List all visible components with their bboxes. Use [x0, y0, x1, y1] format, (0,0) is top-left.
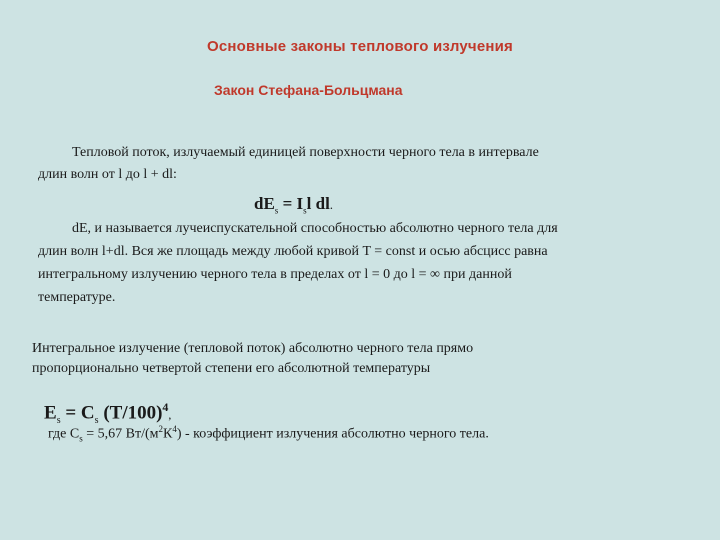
note-part3: К [163, 426, 173, 442]
paragraph-2-line-2: длин волн l+dl. Вся же площадь между любой кривой T = const и осью абсцисс равна [38, 244, 548, 259]
formula1-eq: = I [278, 194, 304, 213]
note-sup2: 4 [172, 424, 177, 434]
formula2-rhs: (T/100) [98, 402, 163, 424]
paragraph-2-line-3: интегральному излучению черного тела в пределах от l = 0 до l = ∞ при данной [38, 267, 512, 282]
formula2-sub1: s [56, 415, 61, 427]
slide-title: Основные законы теплового излучения [207, 38, 513, 55]
formula-stefan-boltzmann [44, 400, 171, 426]
coefficient-note [48, 424, 489, 443]
paragraph-1-line-2: длин волн от l до l + dl: [38, 167, 177, 182]
paragraph-2-line-4: температуре. [38, 290, 116, 305]
paragraph-1-line-1: Тепловой поток, излучаемый единицей поверхности черного тела в интервале [72, 145, 539, 160]
formula2-lhs: E [44, 402, 57, 424]
paragraph-3-line-1: Интегральное излучение (тепловой поток) абсолютно черного тела прямо [32, 341, 474, 356]
slide-subtitle: Закон Стефана-Больцмана [214, 82, 403, 98]
formula2-sup: 4 [162, 400, 169, 414]
note-part4: ) - коэффициент излучения абсолютно черного тела. [176, 426, 489, 442]
formula1-sub2: s [303, 205, 307, 216]
note-sup1: 2 [158, 424, 164, 434]
paragraph-2-line-1: dE, и называется лучеиспускательной способностью абсолютно черного тела для [72, 221, 558, 236]
formula1-tail: . [329, 197, 334, 212]
formula-spectral-emission [254, 194, 333, 215]
note-part1: где C [48, 426, 80, 442]
formula1-rhs: l dl [306, 194, 330, 213]
formula2-tail: , [168, 407, 172, 422]
paragraph-3-line-2: пропорционально четвертой степени его абсолютной температуры [32, 361, 431, 376]
formula1-lhs: dE [254, 194, 275, 213]
note-sub: s [79, 433, 83, 444]
formula2-eq: = C [60, 402, 95, 424]
formula1-sub1: s [274, 205, 279, 216]
formula2-sub2: s [94, 415, 99, 427]
note-part2: = 5,67 Вт/(м [82, 426, 159, 442]
